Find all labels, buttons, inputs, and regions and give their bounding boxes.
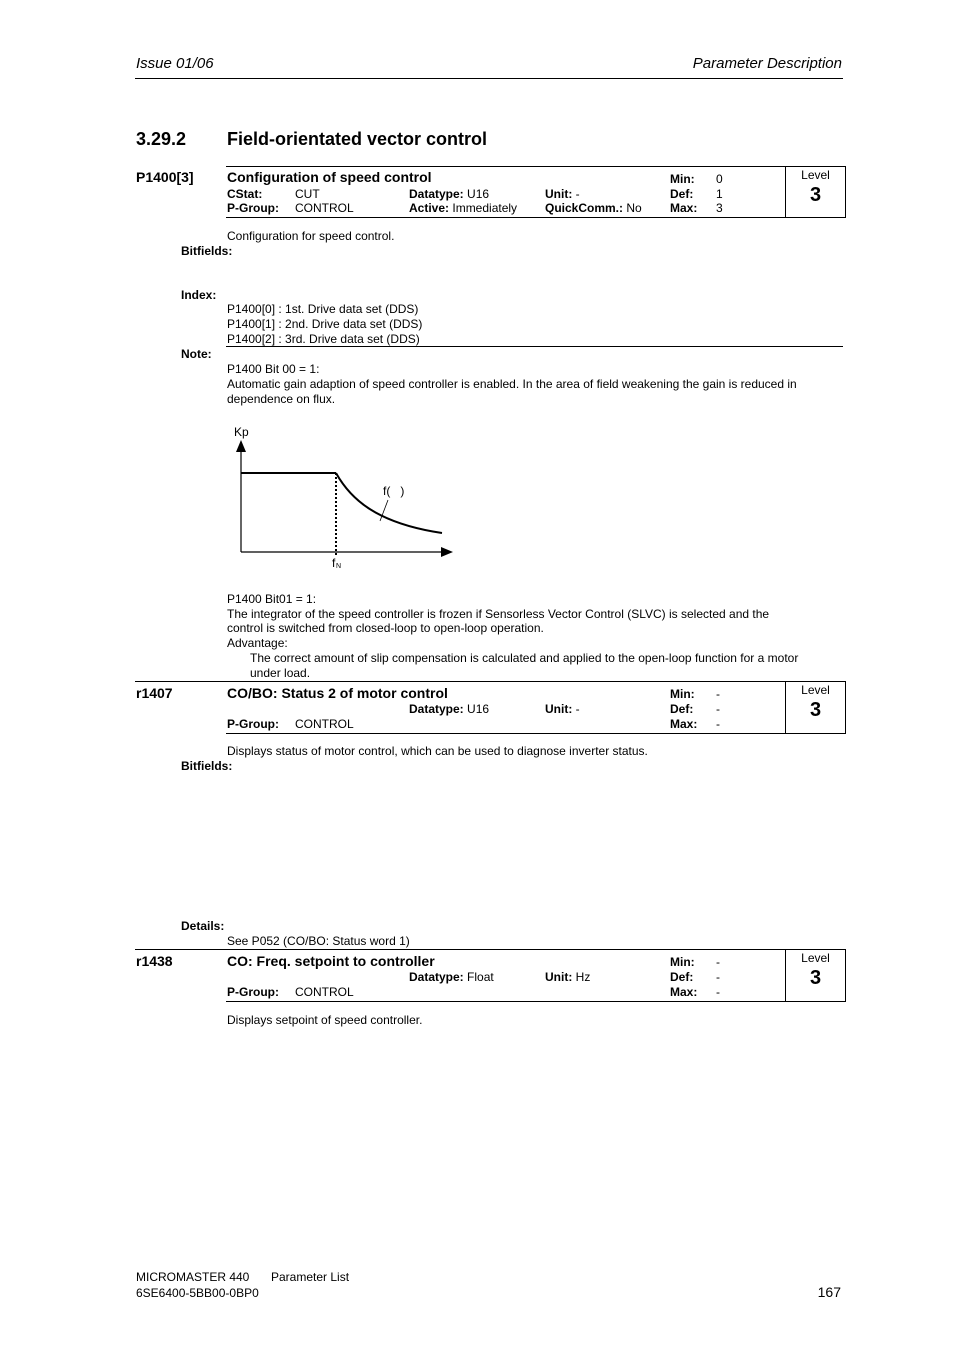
note-bit00-text: dependence on flux. (227, 392, 336, 406)
x-marker-label: f (332, 556, 336, 570)
p1400-bitfields-label: Bitfields: (181, 244, 233, 258)
parameter-id: P1400[3] (136, 169, 194, 185)
max-label: Max: (670, 717, 698, 731)
cstat-label: CStat: (227, 187, 263, 201)
parameter-title: Configuration of speed control (227, 169, 432, 185)
r1407-bitfields-label: Bitfields: (181, 759, 233, 773)
block-top-rule (226, 166, 846, 167)
p1400-description: Configuration for speed control. (227, 229, 395, 243)
r1407-details-label: Details: (181, 919, 225, 933)
pgroup-value: CONTROL (295, 717, 354, 731)
datatype-value: U16 (467, 702, 490, 716)
block-bottom-rule (226, 1001, 846, 1002)
quickcomm-label: QuickComm.: (545, 201, 624, 215)
max-value: - (716, 985, 720, 999)
active-label: Active: (409, 201, 450, 215)
level-box-right (845, 166, 846, 218)
note-rule (226, 346, 843, 347)
curve-label: f( ) (383, 484, 405, 498)
parameter-id: r1438 (136, 953, 173, 969)
y-axis-arrow-icon (236, 440, 246, 452)
active-field (409, 201, 517, 215)
pgroup-label: P-Group: (227, 717, 279, 731)
index-item: P1400[0] : 1st. Drive data set (DDS) (227, 302, 419, 316)
def-value: - (716, 970, 720, 984)
min-value: - (716, 955, 720, 969)
parameter-title: CO/BO: Status 2 of motor control (227, 685, 448, 701)
note-bit00-text: Automatic gain adaption of speed controller is enabled. In the area of field weakening the gain is reduced in (227, 377, 797, 391)
footer-order-number: 6SE6400-5BB00-0BP0 (136, 1286, 259, 1300)
footer-product: MICROMASTER 440 (136, 1270, 250, 1284)
unit-field (545, 970, 590, 984)
block-top-rule (135, 681, 846, 682)
header-issue: Issue 01/06 (136, 55, 214, 72)
def-value: 1 (716, 187, 723, 201)
header-rule (135, 78, 843, 79)
datatype-value: Float (467, 970, 494, 984)
r1438-description: Displays setpoint of speed controller. (227, 1013, 423, 1027)
datatype-value: U16 (467, 187, 490, 201)
datatype-field (409, 187, 489, 201)
pgroup-value: CONTROL (295, 985, 354, 999)
note-bit01-text: The integrator of the speed controller is frozen if Sensorless Vector Control (SLVC) is selected and the (227, 607, 770, 621)
unit-field (545, 702, 580, 716)
level-label: Level (801, 683, 830, 697)
section-number: 3.29.2 (136, 129, 187, 149)
pgroup-value: CONTROL (295, 201, 354, 215)
min-value: 0 (716, 172, 723, 186)
block-bottom-rule (226, 733, 846, 734)
level-box-right (845, 681, 846, 734)
advantage-text: The correct amount of slip compensation is calculated and applied to the open-loop function for a motor (250, 651, 799, 665)
page-number: 167 (817, 1284, 841, 1300)
def-label: Def: (670, 187, 694, 201)
quickcomm-field (545, 201, 642, 215)
gain-adaption-diagram (225, 420, 465, 575)
r1407-description: Displays status of motor control, which can be used to diagnose inverter status. (227, 744, 648, 758)
index-item: P1400[1] : 2nd. Drive data set (DDS) (227, 317, 423, 331)
advantage-label: Advantage: (227, 636, 288, 650)
unit-label: Unit: (545, 702, 573, 716)
active-value: Immediately (452, 201, 518, 215)
y-axis-label: Kp (234, 425, 249, 439)
datatype-field (409, 970, 494, 984)
max-label: Max: (670, 201, 698, 215)
min-label: Min: (670, 955, 695, 969)
r1407-details-text: See P052 (CO/BO: Status word 1) (227, 934, 410, 948)
def-value: - (716, 702, 720, 716)
min-label: Min: (670, 172, 695, 186)
footer-doc: Parameter List (271, 1270, 350, 1284)
cstat-value: CUT (295, 187, 320, 201)
datatype-label: Datatype: (409, 970, 464, 984)
level-value: 3 (809, 699, 822, 721)
pgroup-label: P-Group: (227, 201, 279, 215)
unit-value: - (575, 187, 580, 201)
level-value: 3 (809, 967, 822, 989)
quickcomm-value: No (626, 201, 642, 215)
unit-field (545, 187, 580, 201)
field-weakening-curve (336, 473, 442, 533)
advantage-text: under load. (250, 666, 311, 680)
note-bit00-title: P1400 Bit 00 = 1: (227, 362, 320, 376)
unit-label: Unit: (545, 970, 573, 984)
datatype-field (409, 702, 489, 716)
block-top-rule (135, 949, 846, 950)
header-title: Parameter Description (692, 55, 842, 72)
datatype-label: Datatype: (409, 702, 464, 716)
datatype-label: Datatype: (409, 187, 464, 201)
note-bit01-text: control is switched from closed-loop to open-loop operation. (227, 621, 544, 635)
def-label: Def: (670, 702, 694, 716)
def-label: Def: (670, 970, 694, 984)
x-axis-arrow-icon (441, 547, 453, 557)
pgroup-label: P-Group: (227, 985, 279, 999)
p1400-index-label: Index: (181, 288, 217, 302)
unit-value: - (575, 702, 580, 716)
section-title: Field-orientated vector control (227, 129, 488, 149)
level-label: Level (801, 951, 830, 965)
x-marker-subscript: N (336, 563, 342, 570)
min-label: Min: (670, 687, 695, 701)
block-bottom-rule (226, 217, 846, 218)
unit-value: Hz (575, 970, 591, 984)
parameter-id: r1407 (136, 685, 173, 701)
min-value: - (716, 687, 720, 701)
note-bit01-title: P1400 Bit01 = 1: (227, 592, 317, 606)
max-value: - (716, 717, 720, 731)
unit-label: Unit: (545, 187, 573, 201)
max-value: 3 (716, 201, 723, 215)
parameter-title: CO: Freq. setpoint to controller (227, 953, 435, 969)
p1400-note-label: Note: (181, 347, 212, 361)
level-box-right (845, 949, 846, 1002)
index-item: P1400[2] : 3rd. Drive data set (DDS) (227, 332, 420, 346)
max-label: Max: (670, 985, 698, 999)
level-label: Level (801, 168, 830, 182)
level-value: 3 (809, 184, 822, 206)
